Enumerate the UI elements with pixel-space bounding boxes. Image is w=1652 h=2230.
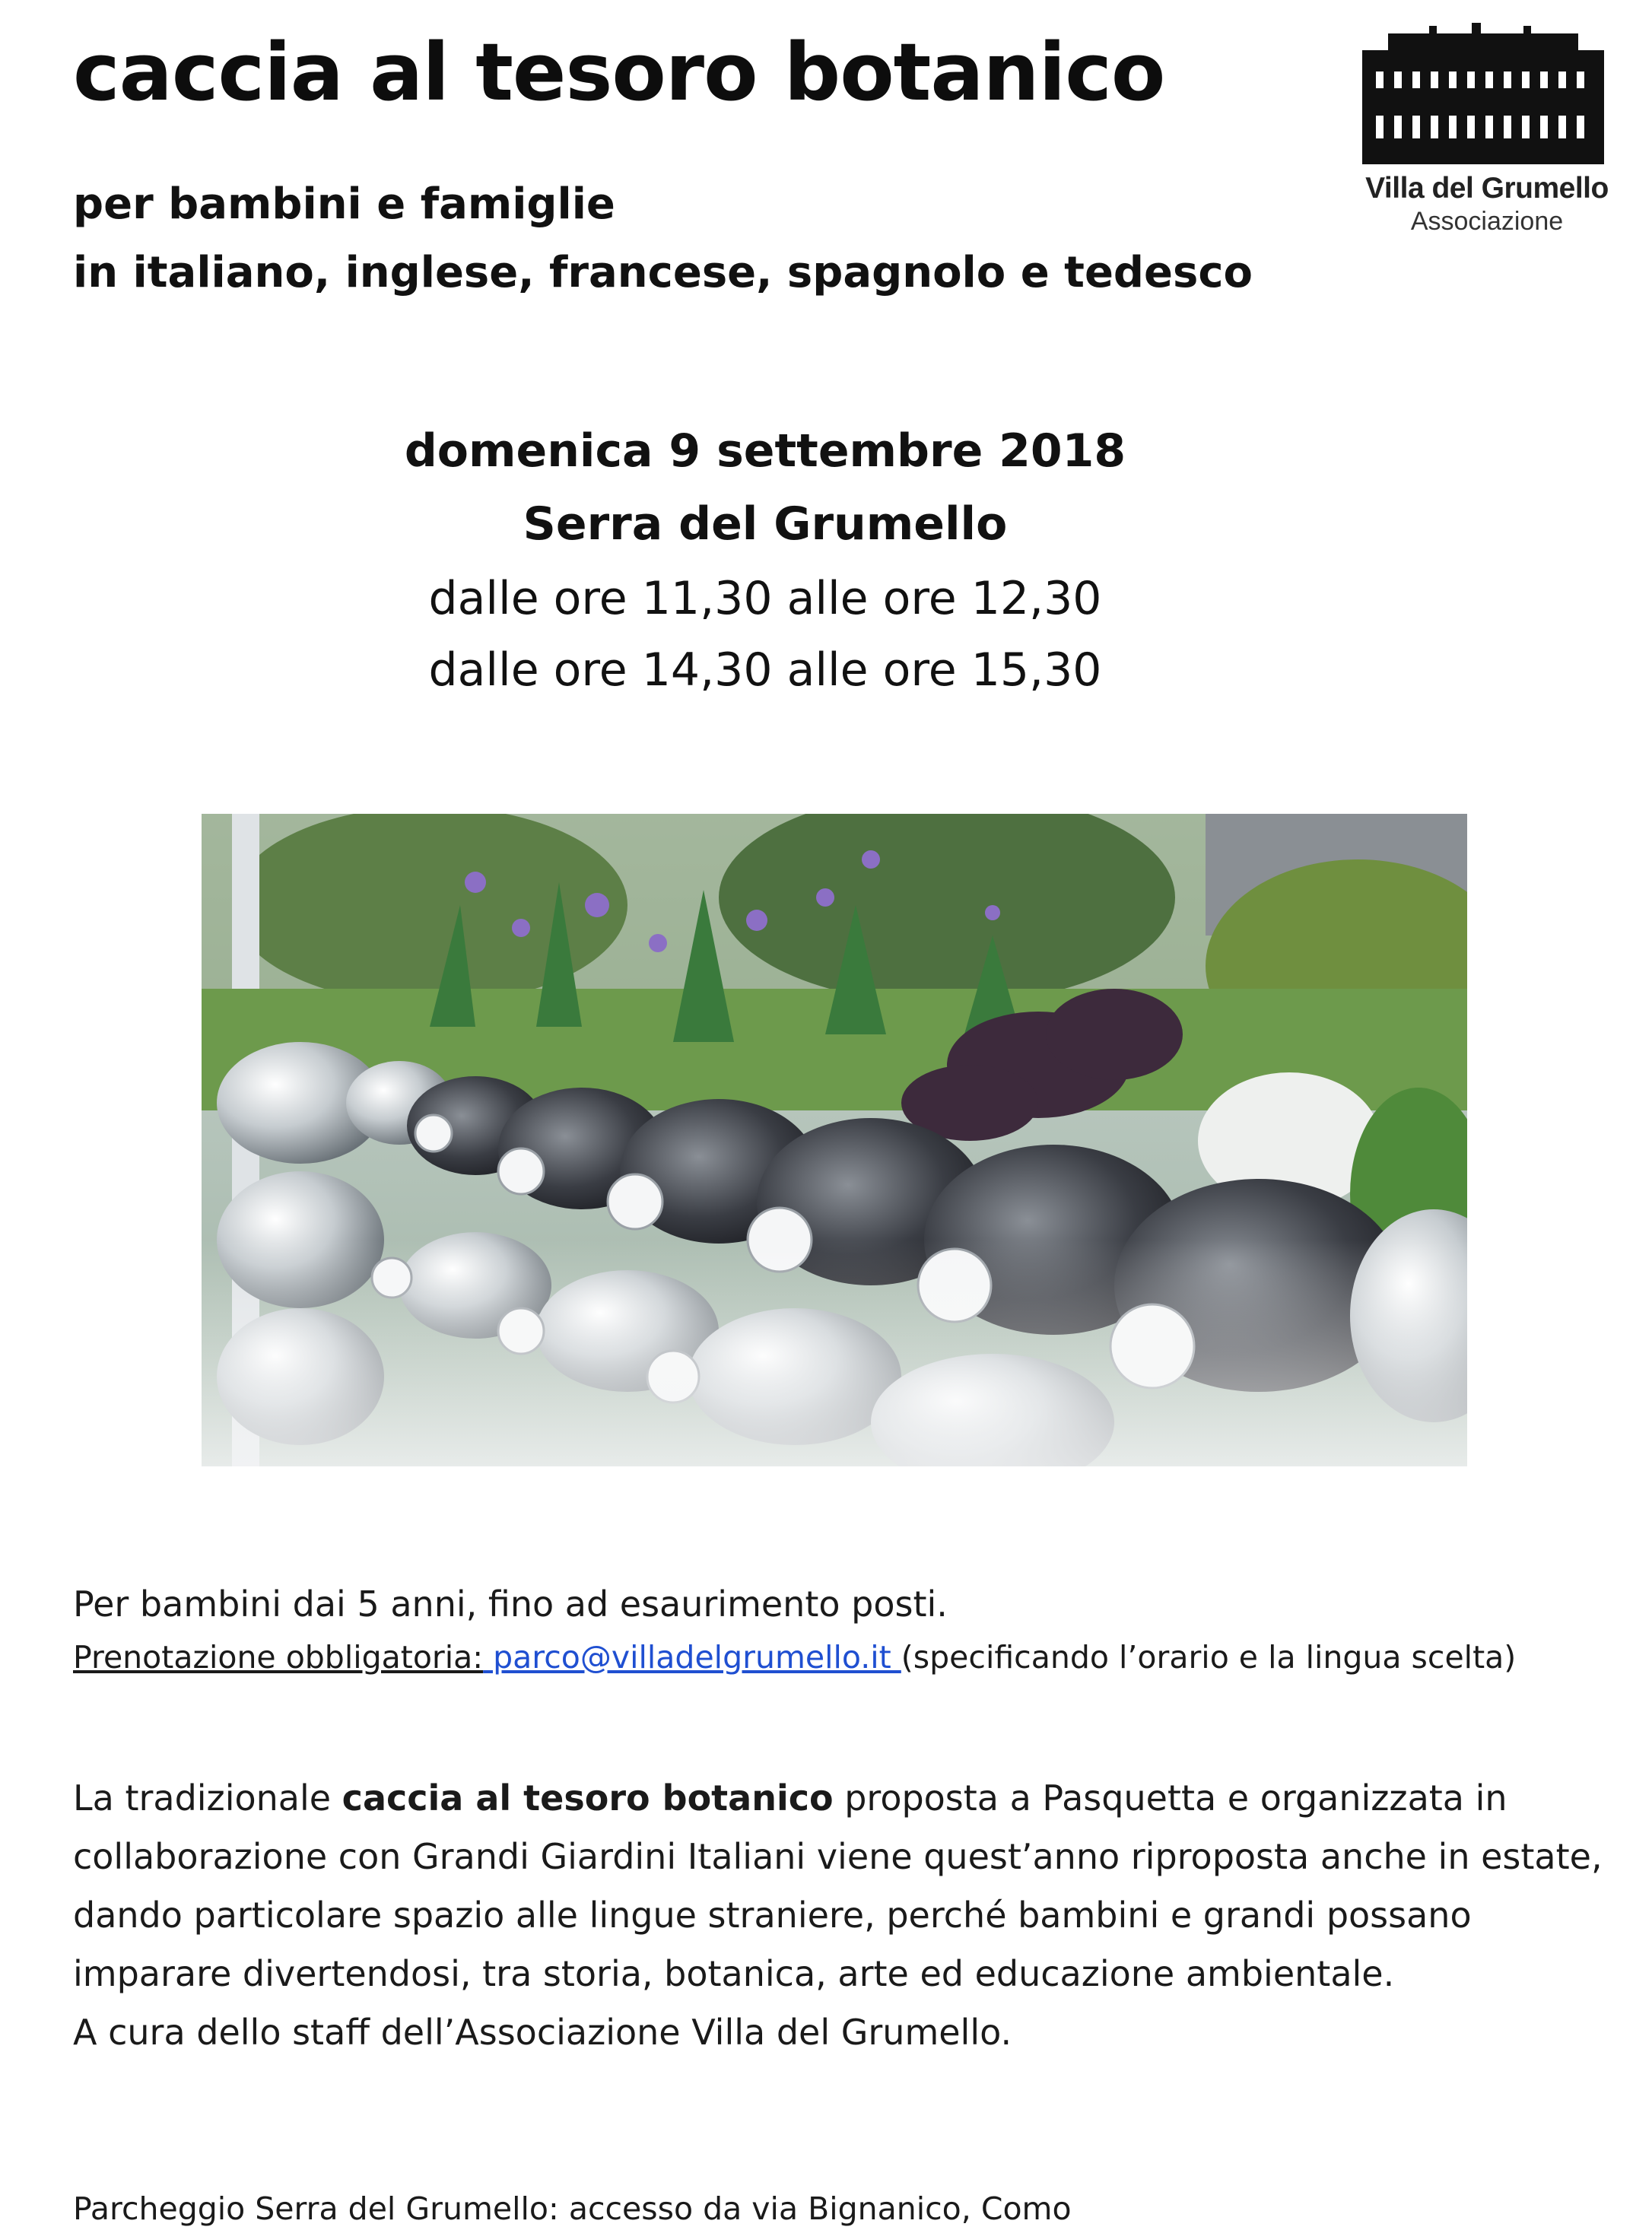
logo-subtitle: Associazione bbox=[1410, 207, 1564, 236]
event-date: domenica 9 settembre 2018 bbox=[404, 424, 1126, 478]
booking-note: (specificando l’orario e la lingua scelta) bbox=[901, 1639, 1517, 1676]
description-highlight: caccia al tesoro botanico bbox=[342, 1777, 834, 1819]
description-paragraph bbox=[73, 1769, 1609, 2062]
age-requirement: Per bambini dai 5 anni, fino ad esaurimento posti. bbox=[73, 1584, 948, 1625]
booking-email-link[interactable]: parco@villadelgrumello.it bbox=[483, 1639, 901, 1676]
booking-line bbox=[73, 1639, 1516, 1676]
event-place: Serra del Grumello bbox=[523, 497, 1008, 551]
plastic-bottle-planters-photo bbox=[202, 814, 1467, 1466]
audience-subtitle: per bambini e famiglie bbox=[73, 179, 615, 229]
event-time-afternoon: dalle ore 14,30 alle ore 15,30 bbox=[428, 643, 1102, 697]
parking-info: Parcheggio Serra del Grumello: accesso da via Bignanico, Como bbox=[73, 2190, 1072, 2227]
booking-label: Prenotazione obbligatoria: bbox=[73, 1639, 484, 1676]
description-credit: A cura dello staff dell’Associazione Villa del Grumello. bbox=[73, 2012, 1012, 2053]
event-time-morning: dalle ore 11,30 alle ore 12,30 bbox=[428, 572, 1102, 625]
logo-name: Villa del Grumello bbox=[1365, 172, 1609, 205]
description-intro: La tradizionale bbox=[73, 1777, 342, 1819]
languages-subtitle: in italiano, inglese, francese, spagnolo e tedesco bbox=[73, 248, 1253, 297]
description-body: proposta a Pasquetta e organizzata in collaborazione con Grandi Giardini Italiani viene quest’anno riproposta anche in estate, dando particolare spazio alle lingue straniere, perché bambini e grandi possano imparare divertendosi, tra storia, botanica, arte ed educazione ambientale. bbox=[73, 1777, 1603, 1994]
page-title: caccia al tesoro botanico bbox=[73, 26, 1165, 119]
